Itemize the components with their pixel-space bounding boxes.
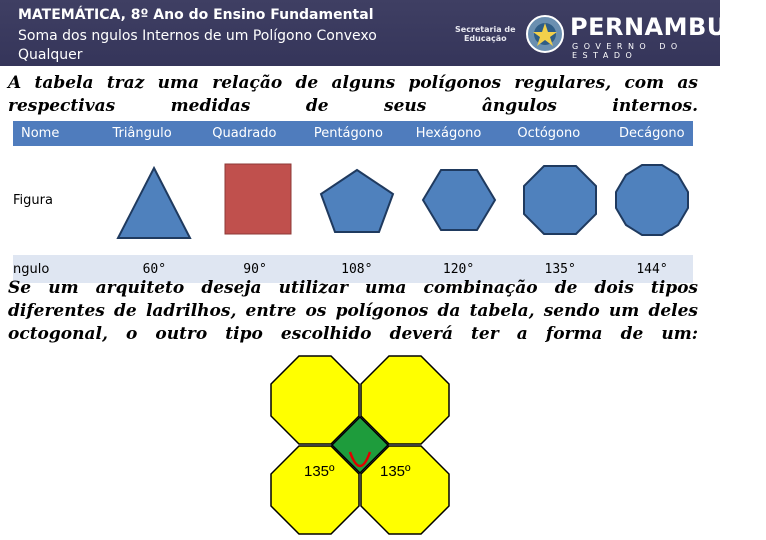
row-label-angle: ngulo <box>13 261 50 277</box>
secretaria-line1: Secretaria de <box>455 25 516 34</box>
row-label-figure: Figura <box>13 193 53 208</box>
angle-triangle: 60° <box>142 261 167 277</box>
octagon-icon <box>520 154 600 244</box>
header-banner <box>0 0 766 66</box>
col-name-octagon: Octógono <box>517 126 581 141</box>
governo-label: GOVERNO DO ESTADO <box>572 42 683 60</box>
angle-square: 90° <box>243 261 267 277</box>
tiling-diagram <box>270 355 450 535</box>
decagon-icon <box>612 154 692 244</box>
angle-pentagon: 108° <box>341 261 373 277</box>
col-name-pentagon: Pentágono <box>313 126 383 141</box>
angle-hexagon: 120° <box>442 261 475 277</box>
row-label-name: Nome <box>21 126 60 141</box>
hexagon-icon <box>419 154 499 244</box>
question-paragraph: Se um arquiteto deseja utilizar uma combinação de dois tipos diferentes de ladrilhos, entre os polígonos da tabela, sendo um deles octogonal, o outro tipo escolhido deverá ter a forma de um: <box>8 278 698 344</box>
secretaria-line2: Educação <box>463 34 507 43</box>
col-name-triangle: Triângulo <box>112 126 172 141</box>
table-row-figures <box>13 146 693 255</box>
header-title: MATEMÁTICA, 8º Ano do Ensino Fundamental <box>18 7 374 23</box>
triangle-icon <box>114 154 194 244</box>
intro-paragraph: A tabela traz uma relação de alguns polígonos regulares, com as respectivas medidas de seus ângulos internos. <box>8 73 698 116</box>
table-row-names <box>13 121 693 146</box>
col-name-square: Quadrado <box>212 126 277 141</box>
header-subtitle: Soma dos ngulos Internos de um Polígono Convexo Qualquer <box>18 28 377 63</box>
col-name-decagon: Decágono <box>619 126 685 141</box>
angle-label-left: 135º <box>304 463 335 480</box>
polygon-table <box>13 121 693 283</box>
angle-label-right: 135º <box>380 463 411 480</box>
square-icon <box>215 154 295 244</box>
state-seal-icon <box>525 14 565 54</box>
angle-decagon: 144° <box>636 261 668 277</box>
pentagon-icon <box>317 154 397 244</box>
secretaria-logo <box>455 25 516 43</box>
angle-octagon: 135° <box>544 261 576 277</box>
pernambuco-logo-text: PERNAMBUCO <box>570 13 766 41</box>
col-name-hexagon: Hexágono <box>415 126 482 141</box>
